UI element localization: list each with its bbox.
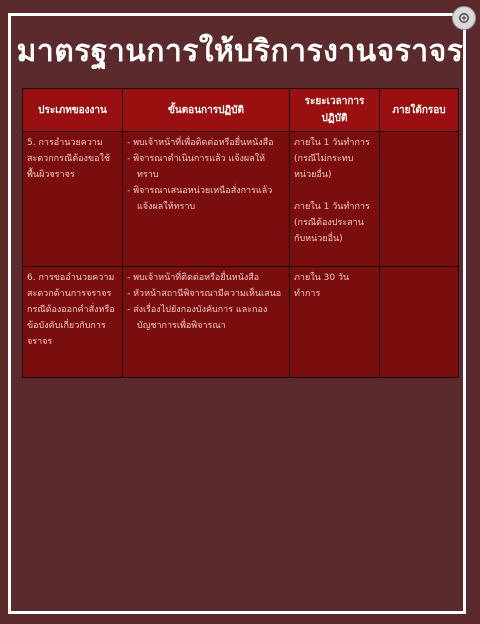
table-row — [23, 267, 459, 378]
work-type-cell: 5. การอำนวยความสะดวกกรณีต้องขอใช้พื้นผิวจราจร — [23, 132, 123, 267]
procedure-step: - พบเจ้าหน้าที่เพื่อติดต่อหรือยื่นหนังสือ — [127, 138, 274, 148]
header-procedure: ขั้นตอนการปฏิบัติ — [123, 89, 290, 132]
work-type-cell: 6. การขออำนวยความสะดวกด้านการจราจรกรณีต้องออกคำสั่งหรือข้อบังคับเกี่ยวกับการจราจร — [23, 267, 123, 378]
service-standard-table — [22, 88, 459, 378]
page-title: มาตรฐานการให้บริการงานจราจร — [16, 34, 464, 69]
gear-icon — [457, 11, 471, 25]
settings-button[interactable] — [452, 6, 476, 30]
table-header-row — [23, 89, 459, 132]
header-work-type: ประเภทของงาน — [23, 89, 123, 132]
duration-text: ภายใน 1 วันทำการ (กรณีต้องประสานกับหน่วยอื่น) — [294, 202, 370, 244]
procedure-step: - พิจารณาดำเนินการแล้ว แจ้งผลให้ทราบ — [127, 154, 266, 180]
duration-text: ภายใน 1 วันทำการ (กรณีไม่กระทบหน่วยอื่น) — [294, 138, 370, 180]
framework-cell — [380, 267, 459, 378]
procedure-cell — [123, 267, 290, 378]
procedure-step: - หัวหน้าสถานีพิจารณามีความเห็นเสนอ — [127, 289, 282, 299]
procedure-step: - ส่งเรื่องไปยังกองบังคับการ และกองบัญชาการเพื่อพิจารณา — [127, 305, 268, 331]
duration-cell — [290, 132, 380, 267]
procedure-step: - พิจารณาเสนอหน่วยเหนือสั่งการแล้ว แจ้งผลให้ทราบ — [127, 186, 273, 212]
framework-cell — [380, 132, 459, 267]
table-row — [23, 132, 459, 267]
header-duration: ระยะเวลาการปฏิบัติ — [290, 89, 380, 132]
procedure-step: - พบเจ้าหน้าที่ติดต่อหรือยื่นหนังสือ — [127, 273, 260, 283]
duration-text: ภายใน 30 วันทำการ — [294, 273, 350, 299]
procedure-cell — [123, 132, 290, 267]
duration-cell — [290, 267, 380, 378]
header-framework: ภายใต้กรอบ — [380, 89, 459, 132]
